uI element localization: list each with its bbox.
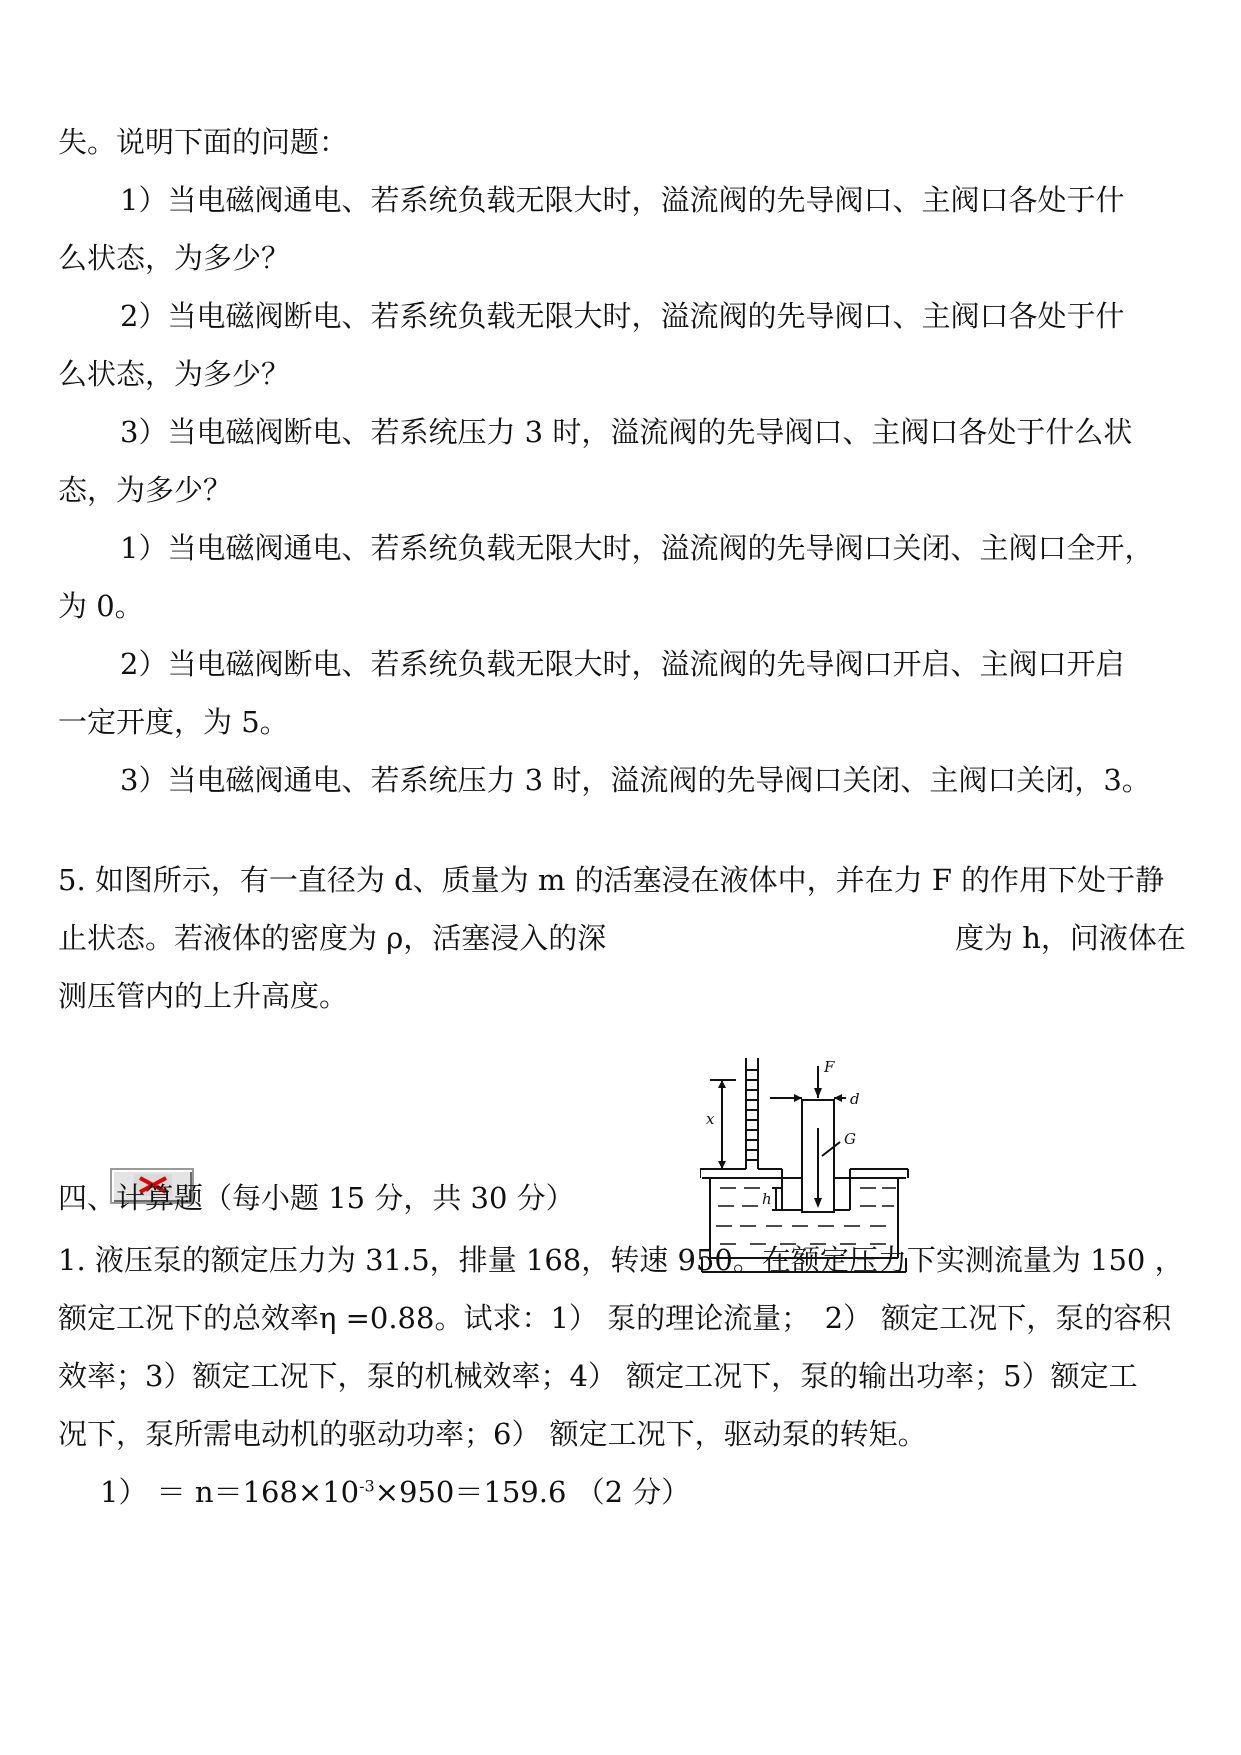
- text-line: 3）当电磁阀断电、若系统压力 3 时，溢流阀的先导阀口、主阀口各处于什么状: [120, 415, 1133, 449]
- label-G: G: [844, 1130, 856, 1148]
- text-line: 失。说明下面的问题：: [58, 125, 349, 159]
- text-line: 1）当电磁阀通电、若系统负载无限大时，溢流阀的先导阀口、主阀口各处于什: [120, 183, 1125, 217]
- calc-question-1-line-3: 效率；3）额定工况下，泵的机械效率；4） 额定工况下，泵的输出功率；5）额定工: [58, 1359, 1138, 1393]
- text-line: 1）当电磁阀通电、若系统负载无限大时，溢流阀的先导阀口关闭、主阀口全开，: [120, 531, 1154, 565]
- answer-exponent: -3: [359, 1476, 375, 1496]
- question-5-line-3: 测压管内的上升高度。: [58, 979, 349, 1013]
- answer-result: ×950＝159.6 （2 分）: [374, 1475, 691, 1509]
- text-line: 为 0。: [58, 589, 144, 623]
- calc-question-1-line-1: 1. 液压泵的额定压力为 31.5，排量 168，转速 950。在额定压力下实测流量为 150 ，: [58, 1243, 1184, 1277]
- text-line: 态，为多少？: [58, 473, 233, 507]
- label-F: F: [824, 1058, 835, 1076]
- text-line: 么状态，为多少？: [58, 241, 291, 275]
- text-line: 3）当电磁阀通电、若系统压力 3 时，溢流阀的先导阀口关闭、主阀口关闭，3。: [120, 763, 1151, 797]
- section-heading: 四、计算题（每小题 15 分，共 30 分）: [58, 1181, 575, 1215]
- text-line: 么状态，为多少？: [58, 357, 291, 391]
- calc-question-1-line-4: 况下，泵所需电动机的驱动功率；6） 额定工况下，驱动泵的转矩。: [58, 1417, 927, 1451]
- calc-question-1-line-2: 额定工况下的总效率η =0.88。试求：1） 泵的理论流量； 2） 额定工况下，泵的容积: [58, 1301, 1172, 1335]
- label-d: d: [850, 1090, 860, 1108]
- label-x: x: [706, 1110, 715, 1128]
- text-line: 2）当电磁阀断电、若系统负载无限大时，溢流阀的先导阀口、主阀口各处于什: [120, 299, 1125, 333]
- answer-formula: 1） ＝ n＝168×10: [100, 1475, 360, 1509]
- text-line: 一定开度，为 5。: [58, 705, 289, 739]
- text-line: 2）当电磁阀断电、若系统负载无限大时，溢流阀的先导阀口开启、主阀口开启: [120, 647, 1125, 681]
- question-5-line-2-left: 止状态。若液体的密度为 ρ，活塞浸入的深: [58, 921, 607, 955]
- label-h: h: [762, 1190, 772, 1208]
- answer-line: [100, 1472, 1241, 1512]
- question-5-line-2-right: 度为 h，问液体在: [955, 921, 1186, 955]
- question-5-line-1: 5. 如图所示，有一直径为 d、质量为 m 的活塞浸在液体中，并在力 F 的作用下处于静: [58, 863, 1165, 897]
